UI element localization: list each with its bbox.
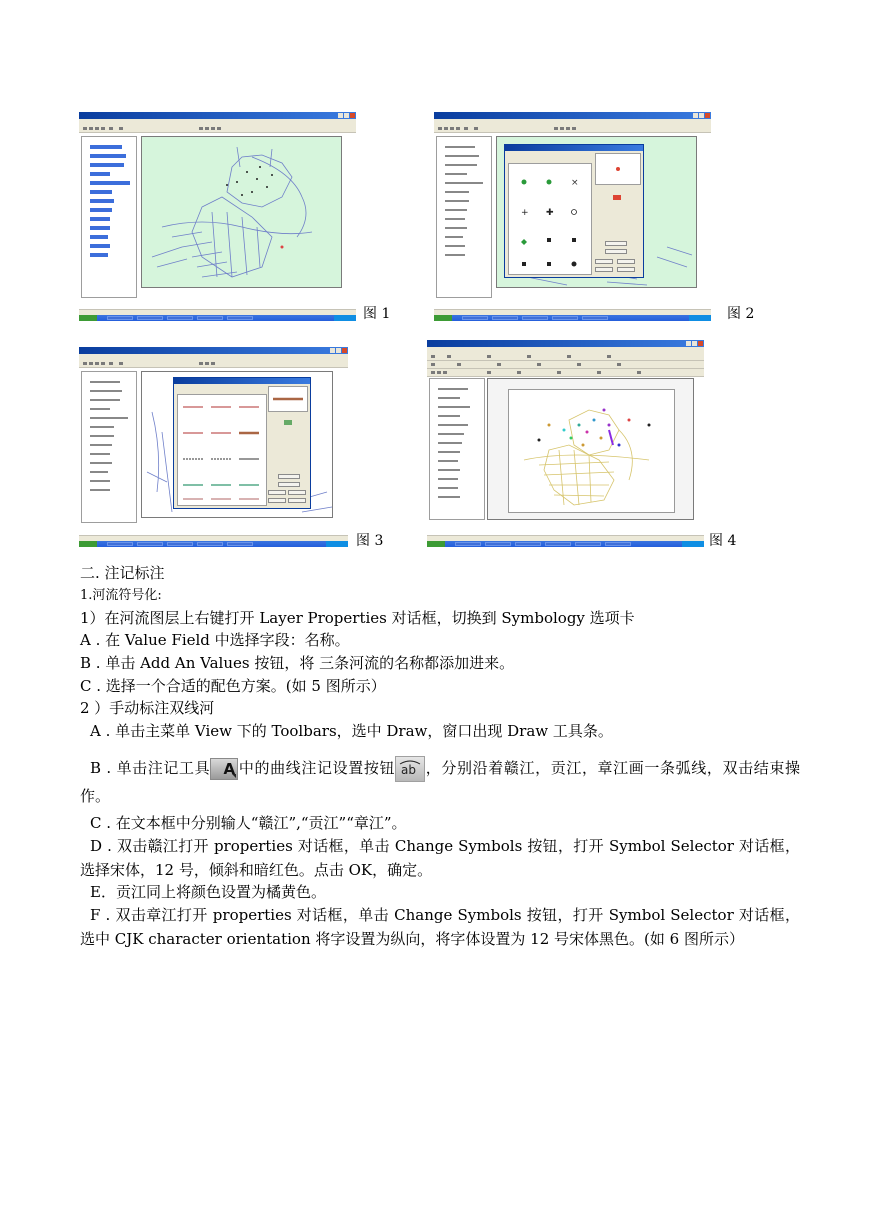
step-1b: B . 单击 Add An Values 按钮，将 三条河流的名称都添加进来。 [80,654,515,672]
color-swatch[interactable] [284,420,292,425]
toolbar [427,369,704,377]
table-of-contents [81,136,137,298]
layout-page [508,389,675,513]
taskbar [79,315,356,321]
figure-2-screenshot [434,112,711,321]
figure-2-label: 图 2 [727,306,755,322]
window-buttons [330,348,347,353]
toolbar [427,361,704,369]
step-2b-text-end: ，分别沿着赣江，贡江，章江画一条弧线，双击结束操作。 [80,759,800,805]
step-2: 2 ）手动标注双线河 [80,699,215,717]
window-buttons [693,113,710,118]
ok-button[interactable] [268,498,286,503]
color-swatch[interactable] [613,195,621,200]
subheading: 1.河流符号化: [80,588,162,603]
table-of-contents [81,371,137,523]
svg-text:✚: ✚ [546,208,554,218]
map-view[interactable] [141,136,342,288]
symbol-selector-dialog[interactable] [173,377,311,509]
section-title: 二. 注记标注 [80,564,165,582]
window-title-bar [434,112,711,119]
figure-4-screenshot [427,340,704,547]
save-button[interactable] [595,259,613,264]
figure-1-screenshot [79,112,356,321]
map-view[interactable] [487,378,694,520]
svg-text:+: + [521,208,529,218]
ok-button[interactable] [595,267,613,272]
line-symbol-samples [178,395,266,505]
step-2b-text-start: B . 单击注记工具 [90,759,211,777]
svg-text:×: × [571,178,579,188]
toolbar [434,125,711,133]
svg-text:ab: ab [401,763,417,777]
properties-button[interactable] [605,241,627,246]
window-buttons [338,113,355,118]
cancel-button[interactable] [617,267,635,272]
figure-1-label: 图 1 [363,306,391,322]
reset-button[interactable] [617,259,635,264]
draw-text-tool-icon: A [210,758,238,780]
toolbar [427,353,704,361]
step-2c: C . 在文本框中分别输人“赣江”,“贡江”“章江”。 [90,814,407,832]
step-2e: E．贡江同上将颜色设置为橘黄色。 [90,883,326,901]
toolbar [79,360,348,368]
window-buttons [686,341,703,346]
map-drawing [509,390,674,512]
table-of-contents [429,378,485,520]
step-2d: D . 双击赣江打开 properties 对话框，单击 Change Symbols 按钮，打开 Symbol Selector 对话框，选择宋体，12 号，倾斜和暗红色。点击 OK，确定。 [80,837,800,879]
cancel-button[interactable] [288,498,306,503]
more-symbols-button[interactable] [605,249,627,254]
save-button[interactable] [268,490,286,495]
step-2b-text-middle: 中的曲线注记设置按钮 [238,759,396,777]
step-1: 1）在河流图层上右键打开 Layer Properties 对话框，切换到 Symbology 选项卡 [80,609,635,627]
step-2b [80,754,800,810]
properties-button[interactable] [278,474,300,479]
table-of-contents [436,136,492,298]
map-drawing [142,137,341,287]
symbol-list [177,394,267,506]
reset-button[interactable] [288,490,306,495]
step-1c: C . 选择一个合适的配色方案。(如 5 图所示） [80,677,386,695]
symbol-selector-dialog[interactable] [504,144,644,278]
symbol-list [508,163,592,275]
taskbar [427,541,704,547]
step-2f: F . 双击章江打开 properties 对话框，单击 Change Symbols 按钮，打开 Symbol Selector 对话框，选中 CJK character orientation 将字设置为纵向，将字体设置为 12 号宋体黑色。(如 6 图所示） [80,906,800,948]
toolbar [79,125,356,133]
step-2a: A . 单击主菜单 View 下的 Toolbars，选中 Draw，窗口出现 Draw 工具条。 [90,722,613,740]
taskbar [79,541,348,547]
window-title-bar [427,340,704,347]
figure-3-screenshot [79,347,348,547]
step-1a: A . 在 Value Field 中选择字段：名称。 [80,631,350,649]
figure-4-label: 图 4 [709,533,737,549]
window-title-bar [79,347,348,354]
curved-text-tool-icon [395,756,425,782]
symbol-samples [509,164,591,274]
symbol-preview [268,386,308,412]
taskbar [434,315,711,321]
window-title-bar [79,112,356,119]
symbol-preview [595,153,641,185]
more-symbols-button[interactable] [278,482,300,487]
figure-3-label: 图 3 [356,533,384,549]
